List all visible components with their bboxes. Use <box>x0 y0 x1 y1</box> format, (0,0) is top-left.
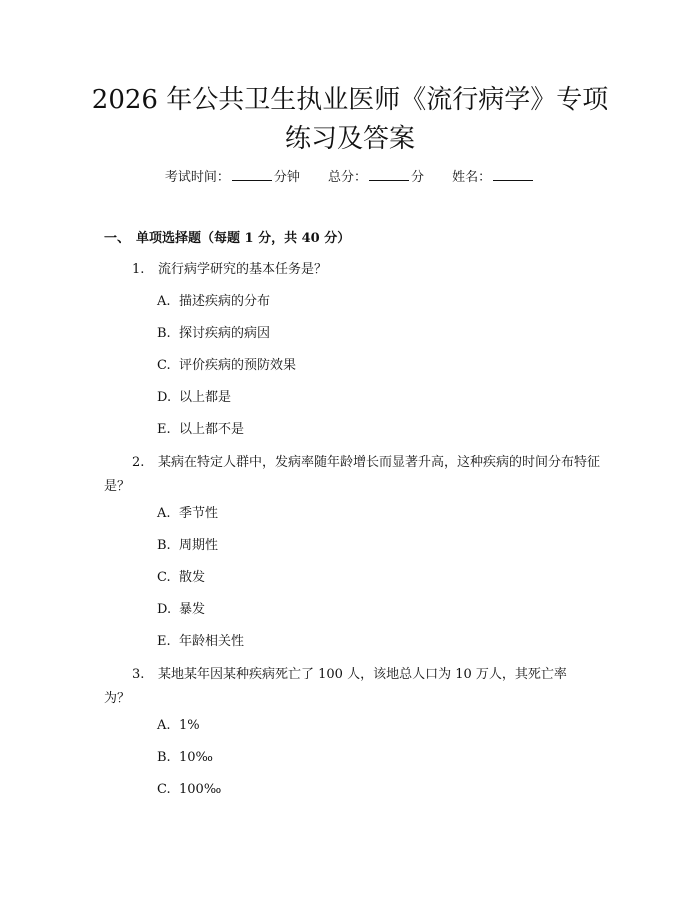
name-field <box>452 167 535 188</box>
option-letter: A. <box>157 718 171 733</box>
question-number: 1. <box>132 262 145 277</box>
option-letter: A. <box>157 506 171 521</box>
option-3a <box>157 716 200 736</box>
option-1e <box>157 420 244 440</box>
page-title-line-1: 2026 年公共卫生执业医师《流行病学》专项 <box>91 85 609 115</box>
option-text: 1% <box>179 718 200 733</box>
name-blank <box>493 167 533 181</box>
option-text: 评价疾病的预防效果 <box>179 358 297 373</box>
option-2e <box>157 632 244 652</box>
option-3b <box>157 748 213 768</box>
option-letter: E. <box>157 422 171 437</box>
option-2a <box>157 504 218 524</box>
question-1 <box>104 258 604 282</box>
option-text: 探讨疾病的病因 <box>179 326 271 341</box>
option-text: 暴发 <box>179 602 206 617</box>
option-letter: B. <box>157 750 171 765</box>
option-letter: E. <box>157 634 171 649</box>
option-1a <box>157 292 270 312</box>
total-score-field <box>328 167 424 188</box>
option-2d <box>157 600 205 620</box>
total-score-label: 总分： <box>327 170 367 185</box>
page-title-line-2: 练习及答案 <box>284 124 415 154</box>
total-score-unit: 分 <box>411 170 425 185</box>
option-letter: A. <box>157 294 171 309</box>
option-text: 年龄相关性 <box>179 634 245 649</box>
question-2 <box>104 451 604 499</box>
section-heading <box>104 229 350 249</box>
question-number: 3. <box>132 667 145 682</box>
exam-info-line <box>0 167 700 188</box>
option-letter: B. <box>157 326 171 341</box>
option-text: 10‰ <box>179 750 213 765</box>
option-text: 以上都不是 <box>179 422 245 437</box>
exam-time-blank <box>232 167 272 181</box>
exam-time-label: 考试时间： <box>164 170 230 185</box>
exam-time-field <box>165 167 300 188</box>
option-1d <box>157 388 231 408</box>
section-number: 一、 <box>104 231 131 246</box>
option-text: 描述疾病的分布 <box>179 294 271 309</box>
total-score-blank <box>369 167 409 181</box>
option-letter: D. <box>157 602 172 617</box>
name-label: 姓名： <box>452 170 492 185</box>
option-text: 散发 <box>179 570 206 585</box>
option-2b <box>157 536 218 556</box>
option-text: 以上都是 <box>179 390 232 405</box>
option-3c <box>157 780 221 800</box>
exam-time-unit: 分钟 <box>273 170 300 185</box>
option-letter: B. <box>157 538 171 553</box>
option-letter: D. <box>157 390 172 405</box>
question-3 <box>104 663 574 711</box>
option-letter: C. <box>157 358 171 373</box>
option-2c <box>157 568 205 588</box>
question-text: 某地某年因某种疾病死亡了 100 人，该地总人口为 10 万人，其死亡率为？ <box>104 667 567 706</box>
option-text: 100‰ <box>179 782 222 797</box>
option-text: 周期性 <box>179 538 219 553</box>
option-letter: C. <box>157 570 171 585</box>
option-text: 季节性 <box>179 506 219 521</box>
question-text: 流行病学研究的基本任务是？ <box>158 262 328 277</box>
option-letter: C. <box>157 782 171 797</box>
question-number: 2. <box>132 455 145 470</box>
option-1b <box>157 324 270 344</box>
option-1c <box>157 356 296 376</box>
question-text: 某病在特定人群中，发病率随年龄增长而显著升高，这种疾病的时间分布特征是？ <box>104 455 601 494</box>
section-title: 单项选择题（每题 1 分，共 40 分） <box>136 231 351 246</box>
